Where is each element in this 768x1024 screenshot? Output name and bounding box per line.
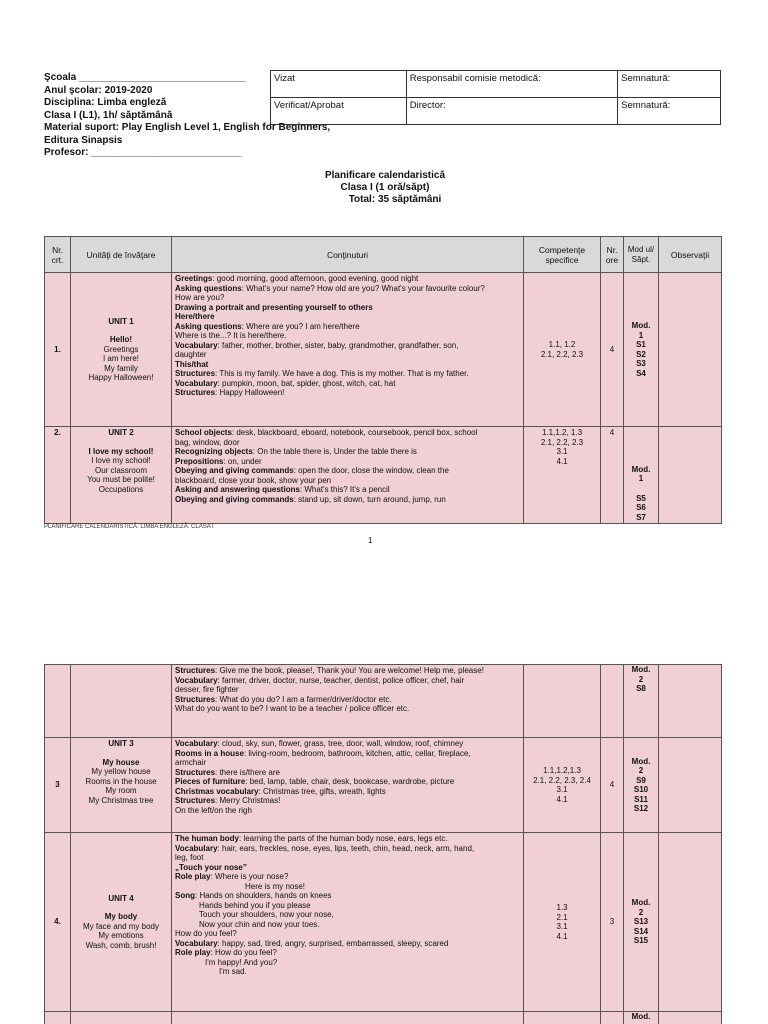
content-label: Here/there — [175, 312, 215, 321]
unit-sub: My body — [104, 912, 138, 922]
content-text: On the left/on the righ — [175, 805, 252, 815]
ore-cell: 4 — [601, 738, 624, 833]
content-cell — [172, 833, 524, 1012]
unit-cell — [71, 738, 172, 833]
mod-value: S5 — [636, 493, 646, 503]
unit-cell — [71, 427, 172, 524]
mod-cell — [624, 427, 659, 524]
unit-sub: Wash, comb, brush! — [85, 940, 157, 950]
mod-value: Mod. — [631, 756, 651, 766]
content-text: : How do you feel? — [210, 948, 277, 957]
content-label: Asking and answering questions — [175, 485, 300, 494]
content-text: : Give me the book, please!, Thank you! You are welcome! Help me, please! — [215, 666, 484, 675]
signature-table — [270, 70, 721, 125]
content-text: : Christmas tree, gifts, wreath, lights — [258, 786, 386, 796]
content-cell — [172, 427, 524, 524]
document-title — [220, 170, 550, 206]
comp-value: 1.1, 1.2 — [548, 340, 576, 349]
mod-value: 1 — [638, 330, 644, 340]
content-text: Hands behind you if you please — [199, 900, 311, 910]
row-nr: 1. — [45, 273, 71, 427]
ore-cell: 4 — [601, 427, 624, 524]
content-text: Now your chin and now your toes. — [199, 919, 320, 929]
content-label: Role play — [175, 948, 211, 957]
content-text: : Merry Christmas! — [215, 796, 281, 805]
obs-cell — [659, 833, 722, 1012]
content-text: : This is my family. We have a dog. This is my mother. That is my father. — [215, 369, 469, 378]
content-cell — [172, 738, 524, 833]
mod-value: 2 — [638, 766, 644, 775]
content-label: Structures — [175, 369, 216, 378]
content-text: What do you want to be? I want to be a teacher / police officer etc. — [175, 704, 410, 713]
unit-sub: Happy Halloween! — [88, 373, 154, 382]
mod-value: Mod. — [631, 464, 651, 474]
content-text: : good morning, good afternoon, good evening, good night — [212, 274, 419, 283]
col-ore: Nr. ore — [601, 237, 624, 273]
ore-cell — [601, 665, 624, 738]
mod-value: S7 — [636, 512, 646, 522]
content-text: : hair, ears, freckles, nose, eyes, lips, teeth, chin, head, neck, arm, hand, — [217, 843, 475, 853]
content-text: : open the door, close the window, clean the — [293, 466, 449, 475]
unit-title: UNIT 3 — [108, 739, 134, 748]
content-text: : stand up, sit down, turn around, jump, run — [293, 494, 446, 504]
content-label: Role play — [175, 872, 211, 881]
mod-value: S6 — [636, 503, 646, 512]
unit-sub: My face and my body — [82, 921, 160, 931]
table-row-unit-4 — [45, 833, 722, 1012]
mod-value: Mod. — [631, 665, 651, 674]
unit-sub: Greetings — [103, 344, 139, 354]
content-label: Structures — [175, 796, 216, 805]
content-label: Greetings — [175, 274, 213, 283]
content-text: I'm sad. — [219, 967, 247, 976]
content-label: Vocabulary — [175, 938, 218, 948]
unit-sub: Occupations — [98, 484, 144, 494]
unit-title: UNIT 4 — [108, 893, 134, 903]
mod-value: S12 — [633, 804, 649, 813]
ore-cell — [601, 1012, 624, 1024]
comp-value: 1.3 — [556, 903, 568, 912]
content-label: Asking questions — [175, 283, 242, 293]
content-text: : farmer, driver, doctor, nurse, teacher, dentist, police officer, chef, hair — [217, 675, 465, 685]
obs-cell — [659, 273, 722, 427]
comp-value: 3.1 — [556, 785, 568, 794]
col-nr: Nr. crt. — [45, 237, 71, 273]
content-text: blackboard, close your book, show your pen — [175, 475, 332, 485]
content-text: : there is/there are — [215, 767, 280, 777]
comp-value: 2.1, 2.2, 2.3 — [540, 437, 584, 447]
unit-cell — [71, 665, 172, 738]
title-line-2: Clasa I (1 oră/săpt) — [340, 182, 430, 193]
content-text: desser, fire fighter — [175, 685, 239, 694]
content-text: : Happy Halloween! — [215, 388, 285, 397]
unit-title: UNIT 1 — [108, 316, 134, 326]
obs-cell — [659, 1012, 722, 1024]
content-text: How do you feel? — [175, 929, 237, 938]
content-label: Rooms in a house — [175, 748, 244, 758]
mod-value: Mod. — [631, 898, 651, 908]
comp-value: 3.1 — [556, 922, 568, 931]
content-label: Structures — [175, 666, 216, 675]
unit-cell — [71, 1012, 172, 1024]
title-line-1: Planificare calendaristică — [324, 170, 446, 181]
content-text: : on, under — [223, 456, 262, 466]
content-text: : happy, sad, tired, angry, surprised, embarrassed, sleepy, scared — [217, 938, 449, 948]
unit-sub: Hello! — [109, 335, 133, 344]
mod-value: Mod. — [631, 321, 651, 330]
content-text: : What's this? It's a pencil — [299, 485, 390, 494]
mod-value: S14 — [633, 926, 649, 936]
content-text: Here is my nose! — [245, 881, 306, 891]
comp-value: 4.1 — [556, 794, 568, 804]
comp-value: 2.1, 2.2, 2.3 — [540, 349, 584, 359]
sig-cell-vizat: Vizat — [271, 71, 407, 98]
comp-cell — [524, 427, 601, 524]
content-label: This/that — [175, 359, 209, 369]
mod-value: S11 — [634, 794, 648, 804]
content-text: : bed, lamp, table, chair, desk, bookcase, wardrobe, picture — [245, 777, 455, 786]
content-label: School objects — [175, 428, 232, 437]
mod-cell: Mod. — [624, 1012, 659, 1024]
row-nr: 2. — [45, 427, 71, 524]
obs-cell — [659, 427, 722, 524]
unit-sub: My house — [102, 757, 140, 767]
row-nr — [45, 1012, 71, 1024]
col-comp: Competenţe specifice — [524, 237, 601, 273]
content-label: Drawing a portrait and presenting yourself to others — [175, 302, 373, 312]
content-text: : desk, blackboard, eboard, notebook, coursebook, pencil box, school — [231, 428, 478, 437]
discipline: Disciplina: Limba engleză — [44, 97, 167, 108]
content-text: : What do you do? I am a farmer/driver/doctor etc. — [215, 694, 392, 704]
content-label: Pieces of furniture — [175, 777, 246, 786]
table-row-unit-1 — [45, 273, 722, 427]
unit-sub: My Christmas tree — [88, 795, 154, 805]
unit-sub: My yellow house — [91, 767, 151, 776]
mod-cell — [624, 833, 659, 1012]
mod-cell — [624, 665, 659, 738]
page-number: 1 — [368, 536, 373, 545]
mod-value: S3 — [636, 359, 646, 368]
footer-text: PLANIFICARE CALENDARISTICĂ. LIMBA ENGLEZĂ. CLASA I — [44, 524, 214, 530]
table-row-continued — [45, 665, 722, 738]
unit-sub: I am here! — [102, 354, 139, 363]
sig-cell-semnatura-1: Semnatură: — [618, 71, 721, 98]
sig-cell-semnatura-2: Semnatură: — [618, 98, 721, 125]
content-text: bag, window, door — [175, 437, 240, 447]
content-label: Christmas vocabulary — [175, 786, 259, 796]
content-text: : Where are you? I am here/there — [241, 321, 360, 331]
content-label: Recognizing objects — [175, 447, 253, 456]
comp-cell — [524, 1012, 601, 1024]
unit-sub: I love my school! — [91, 456, 151, 465]
row-nr: 4. — [45, 833, 71, 1012]
obs-cell — [659, 665, 722, 738]
comp-value: 4.1 — [556, 456, 568, 466]
content-text: Touch your shoulders, now your nose, — [199, 910, 334, 919]
content-text: I'm happy! And you? — [205, 957, 278, 967]
mod-value: S2 — [636, 349, 646, 359]
unit-title: UNIT 2 — [108, 428, 134, 437]
mod-cell — [624, 738, 659, 833]
mod-value: S9 — [636, 775, 646, 785]
unit-cell — [71, 833, 172, 1012]
class-info: Clasa I (L1), 1h/ săptămână — [44, 109, 173, 121]
mod-value: S8 — [636, 684, 646, 693]
col-mod: Mod ul/ Săpt. — [624, 237, 659, 273]
comp-value: 1.1,1.2, 1.3 — [541, 428, 583, 437]
unit-sub: I love my school! — [88, 446, 154, 456]
ore-cell: 4 — [601, 273, 624, 427]
teacher-line: Profesor: ___________________________ — [44, 147, 242, 158]
content-text: How are you? — [175, 293, 225, 302]
comp-value: 3.1 — [556, 447, 568, 456]
mod-value: S15 — [633, 936, 649, 946]
publisher-info: Editura Sinapsis — [44, 134, 123, 146]
mod-value: S10 — [633, 785, 649, 794]
unit-sub: You must be polite! — [87, 475, 155, 484]
content-label: Vocabulary — [175, 340, 218, 350]
content-label: Obeying and giving commands — [175, 466, 294, 475]
unit-sub: My family — [104, 363, 138, 373]
content-label: The human body — [175, 834, 239, 843]
content-cell — [172, 665, 524, 738]
content-label: Asking questions — [175, 321, 242, 331]
mod-value: S13 — [633, 917, 649, 927]
content-text: : learning the parts of the human body nose, ears, legs etc. — [239, 834, 448, 843]
material-info: Material suport: Play English Level 1, English for Beginners, — [44, 122, 331, 133]
col-obs: Observaţii — [659, 237, 722, 273]
content-cell — [172, 1012, 524, 1024]
row-nr: 3 — [45, 738, 71, 833]
content-text: : Where is your nose? — [210, 872, 289, 881]
content-label: „Touch your nose” — [175, 862, 247, 872]
mod-value: S1 — [636, 340, 646, 349]
content-label: Vocabulary — [175, 843, 218, 853]
content-text: armchair — [175, 758, 207, 767]
comp-cell — [524, 738, 601, 833]
content-label: Prepositions — [175, 456, 224, 466]
content-label: Vocabulary — [175, 739, 218, 748]
comp-cell — [524, 833, 601, 1012]
mod-value: 2 — [638, 674, 644, 684]
col-unit: Unităţi de învăţare — [71, 237, 172, 273]
mod-value: 1 — [638, 474, 644, 483]
mod-cell — [624, 273, 659, 427]
sig-cell-verificat: Verificat/Aprobat — [271, 98, 407, 125]
row-nr — [45, 665, 71, 738]
comp-cell — [524, 665, 601, 738]
content-label: Structures — [175, 767, 216, 777]
content-label: Structures — [175, 388, 216, 397]
table-row-unit-3 — [45, 738, 722, 833]
content-label: Obeying and giving commands — [175, 494, 294, 504]
content-text: : living-room, bedroom, bathroom, kitchen, attic, cellar, fireplace, — [243, 748, 471, 758]
sig-cell-responsabil: Responsabil comisie metodică: — [406, 71, 617, 98]
content-label: Vocabulary — [175, 378, 218, 388]
content-text: : Hands on shoulders, hands on knees — [195, 891, 332, 900]
comp-value: 4.1 — [556, 931, 568, 941]
plan-table-page-1 — [44, 236, 722, 524]
content-text: daughter — [175, 350, 207, 359]
content-text: : pumpkin, moon, bat, spider, ghost, witch, cat, hat — [217, 378, 396, 388]
title-line-3: Total: 35 săptămâni — [348, 194, 442, 205]
school-year: Anul şcolar: 2019-2020 — [44, 84, 153, 96]
content-text: : What's your name? How old are you? What's your favourite colour? — [241, 283, 485, 293]
mod-value: S4 — [636, 368, 646, 378]
content-text: : On the table there is, Under the table there is — [252, 447, 417, 456]
comp-cell — [524, 273, 601, 427]
comp-value: 1.1,1.2,1.3 — [543, 766, 581, 775]
unit-sub: Rooms in the house — [85, 776, 157, 786]
content-label: Structures — [175, 694, 216, 704]
obs-cell — [659, 738, 722, 833]
content-text: : cloud, sky, sun, flower, grass, tree, door, wall, window, roof, chimney — [217, 739, 464, 748]
school-line: Şcoala ______________________________ — [44, 72, 246, 83]
col-content: Conţinuturi — [172, 237, 524, 273]
mod-value: 2 — [638, 907, 644, 917]
sig-cell-director: Director: — [406, 98, 617, 125]
unit-sub: My room — [105, 786, 137, 795]
comp-value: 2.1, 2.2, 2.3, 2.4 — [533, 775, 591, 785]
table-row-next — [45, 1012, 722, 1024]
unit-cell — [71, 273, 172, 427]
content-text: Where is the...? It is here/there. — [175, 331, 287, 340]
content-label: Song — [175, 891, 195, 900]
content-text: : father, mother, brother, sister, baby, grandmother, grandfather, son, — [217, 340, 459, 350]
comp-value: 2.1 — [556, 912, 568, 922]
content-cell — [172, 273, 524, 427]
content-text: leg, foot — [175, 853, 204, 862]
unit-sub: My emotions — [98, 931, 144, 941]
table-row-unit-2 — [45, 427, 722, 524]
content-label: Vocabulary — [175, 675, 218, 685]
ore-cell: 3 — [601, 833, 624, 1012]
unit-sub: Our classroom — [94, 465, 147, 475]
plan-table-page-2 — [44, 664, 722, 1024]
table-header-row — [45, 237, 722, 273]
